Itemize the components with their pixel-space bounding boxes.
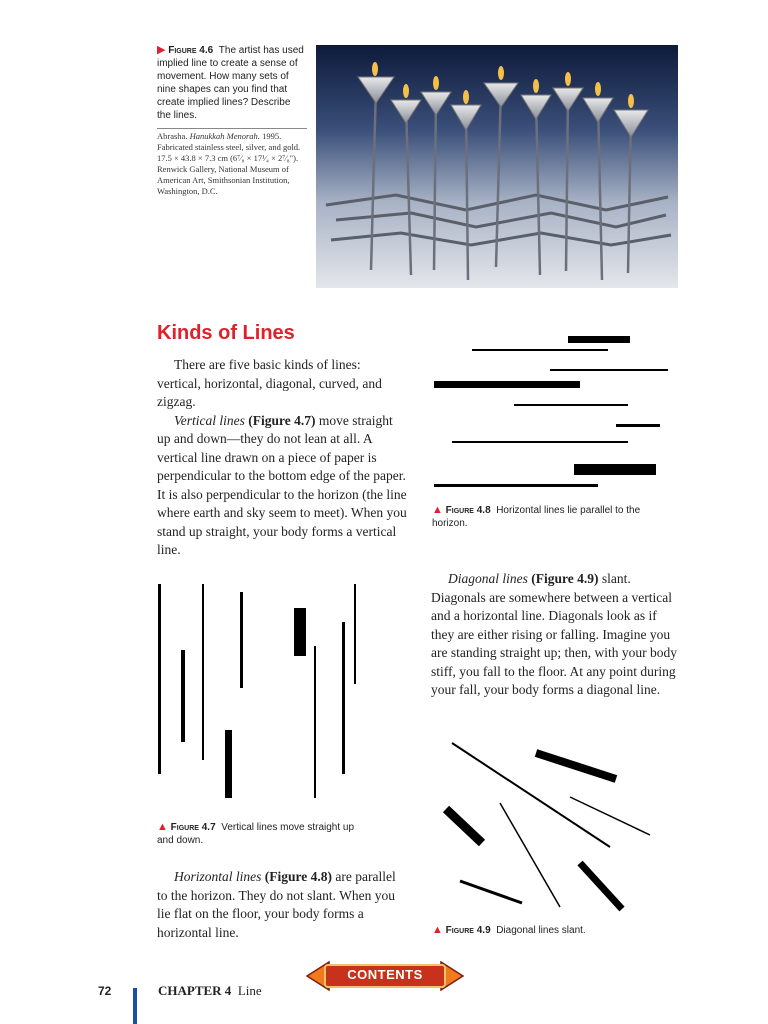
figure-label: Figure 4.7 [170,822,216,833]
horizontal-line [550,369,668,371]
body-text-vertical [157,356,407,560]
caption-text: Horizontal lines lie parallel to the horizon. [432,505,641,529]
chapter-number: CHAPTER 4 [158,983,232,998]
vertical-line [225,730,232,798]
diagonal-figure-ref: (Figure 4.9) [531,571,599,586]
caption-text: Diagonal lines slant. [496,925,586,936]
vertical-line [314,646,316,798]
caption-divider [157,128,307,129]
credit-details: Fabricated stainless steel, silver, and gold. 17.5 × 43.8 × 7.3 cm (6⁷⁄₈ × 17¹⁄₄ × 2⁷⁄₈"). Renwick Gallery, National Museum of American Art, Smithsonian Institution, Washington, D.C. [157,142,301,196]
vertical-term: Vertical lines [174,412,245,428]
vertical-line [181,650,185,742]
caption-marker-icon: ▲ [432,504,443,516]
diagonal-line [536,753,616,779]
diagonal-line [460,881,522,903]
intro-paragraph [157,356,407,412]
diagonal-line [580,863,622,909]
caption-text: The artist has used implied line to create a sense of movement. How many sets of nine shapes can you find that create implied lines? Describe the lines. [157,45,304,121]
horizontal-line [472,349,608,351]
vertical-line [202,584,204,760]
page-number: 72 [98,984,112,998]
credit-title: Hanukkah Menorah. [189,131,260,141]
diagonal-line [500,803,560,907]
menorah-photo [316,45,678,288]
figure-4-6-caption [157,44,307,122]
caption-text: Vertical lines move straight up and down. [157,822,355,846]
contents-button[interactable] [305,961,465,991]
horizontal-line [568,336,630,343]
horizontal-figure-ref: (Figure 4.8) [264,869,333,884]
vertical-line [294,608,306,656]
menorah-image [316,45,678,288]
contents-button-label: CONTENTS [347,967,423,982]
diagonal-text: slant. Diagonals are somewhere between a vertical and a horizontal line. Diagonals look as if they are either rising or falling. Imagine you are standing straight up; then, with your body stiff, you fall to the floor. At any point during your fall, your body forms a diagonal line. [431,571,677,697]
caption-marker-icon: ▲ [157,821,168,833]
vertical-text: move straight up and down—they do not lean at all. A vertical line drawn on a piece of paper is perpendicular to the bottom edge of the paper. It is also perpendicular to the horizon (the line where earth and sky seem to meet). When you stand up straight, your body forms a vertical line. [157,412,407,557]
figure-4-6-credit [157,131,302,197]
vertical-figure-ref: (Figure 4.7) [248,412,316,428]
figure-4-9-art [430,735,670,920]
figure-4-7-caption [157,821,357,847]
intro-text: There are five basic kinds of lines: vertical, horizontal, diagonal, curved, and zigzag. [157,357,382,409]
diagonal-paragraph [431,570,679,700]
horizontal-line [616,424,660,427]
footer-rule [133,988,137,1024]
figure-label: Figure 4.9 [445,925,491,936]
diagonal-term: Diagonal lines [448,571,528,586]
chapter-title: Line [237,983,262,998]
figure-4-8-art [430,330,670,495]
vertical-line [240,592,243,688]
horizontal-line [434,381,580,388]
caption-marker-icon: ▶ [157,44,166,56]
horizontal-line [574,464,656,475]
figure-4-9-caption [432,924,672,937]
figure-label: Figure 4.8 [445,505,491,516]
credit-artist: Abrasha. [157,131,188,141]
horizontal-text: are parallel to the horizon. They do not slant. When you lie flat on the floor, your body forms a horizontal line. [157,869,396,940]
chapter-label [158,983,262,999]
horizontal-paragraph [157,868,397,942]
vertical-line [354,584,356,684]
vertical-line [158,584,161,774]
diagonal-line [446,809,482,843]
figure-label: Figure 4.6 [168,45,214,56]
credit-year: 1995. [262,131,282,141]
vertical-paragraph [157,412,407,560]
horizontal-line [434,484,598,487]
horizontal-line [452,441,628,443]
caption-marker-icon: ▲ [432,924,443,936]
figure-4-7-art [150,578,370,808]
horizontal-line [514,404,628,406]
figure-4-8-caption [432,504,672,530]
horizontal-term: Horizontal lines [174,869,262,884]
section-heading: Kinds of Lines [157,322,295,344]
vertical-line [342,622,345,774]
